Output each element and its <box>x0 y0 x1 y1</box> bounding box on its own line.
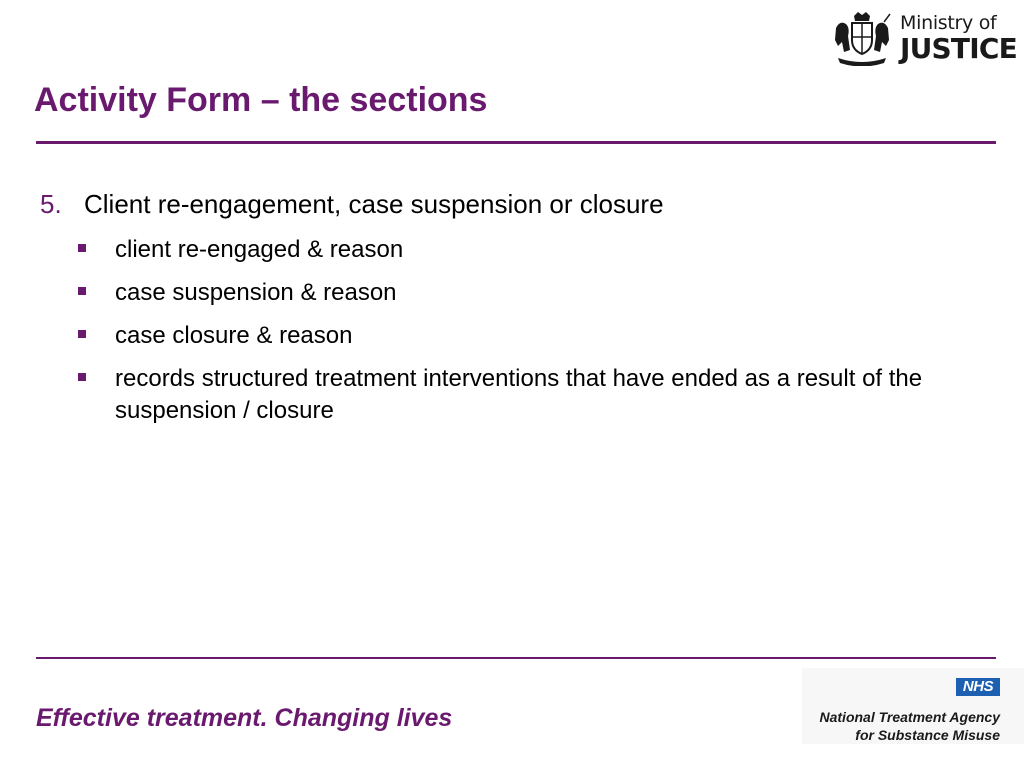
page-title: Activity Form – the sections <box>34 81 488 119</box>
logo-line-justice: JUSTICE <box>900 32 1017 65</box>
nhs-badge: NHS <box>956 678 1000 696</box>
square-bullet-icon <box>78 287 86 295</box>
footer-divider <box>36 657 996 659</box>
list-item <box>40 277 1000 309</box>
royal-crest-icon <box>832 10 892 66</box>
nta-name-line1: National Treatment Agency <box>819 709 1000 725</box>
bullet-list <box>40 234 1000 438</box>
nta-name-line2: for Substance Misuse <box>855 727 1000 743</box>
logo-line-ministry-of: Ministry of <box>900 12 997 34</box>
list-item-text: client re-engaged & reason <box>115 236 404 263</box>
list-item-text: records structured treatment interventions that have ended as a result of the suspension / closure <box>115 365 923 424</box>
list-item-text: case closure & reason <box>115 322 353 349</box>
square-bullet-icon <box>78 373 86 381</box>
square-bullet-icon <box>78 330 86 338</box>
list-item-text: case suspension & reason <box>115 279 397 306</box>
square-bullet-icon <box>78 244 86 252</box>
item-number: 5. <box>40 189 62 219</box>
list-item <box>40 363 1000 427</box>
footer-tagline: Effective treatment. Changing lives <box>36 704 453 732</box>
list-item <box>40 234 1000 266</box>
list-item <box>40 320 1000 352</box>
nta-logo <box>802 668 1024 744</box>
ministry-of-justice-logo <box>832 10 1017 68</box>
item-heading: Client re-engagement, case suspension or closure <box>84 189 664 219</box>
title-divider <box>36 141 996 144</box>
